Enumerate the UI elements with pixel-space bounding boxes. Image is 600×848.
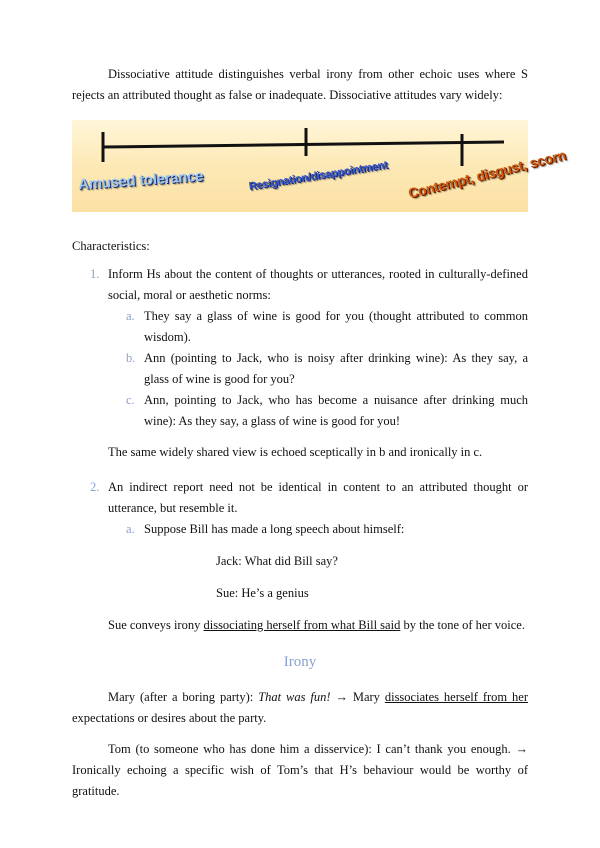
list-item: [72, 477, 528, 636]
list-number: 1.: [90, 267, 100, 281]
sub-list: [108, 306, 528, 432]
sub-item-text: Suppose Bill has made a long speech about himself:: [144, 522, 405, 536]
attitude-scale-figure: [72, 120, 568, 212]
mary-arrow: → Mary: [330, 690, 385, 704]
list-number: 2.: [90, 480, 100, 494]
list-item: [72, 264, 528, 473]
scale-label-contempt: Contempt, disgust, scorn: [406, 146, 568, 202]
section-heading-irony: Irony: [283, 654, 317, 670]
intro-paragraph: Dissociative attitude distinguishes verbal irony from other echoic uses where S rejects an attributed thought as false or inadequate. Dissociative attitudes vary widely:: [72, 67, 528, 102]
document-page: [72, 64, 568, 802]
mary-text: Mary (after a boring party):: [108, 690, 259, 704]
scale-label-resignation: Resignation/disappointment: [247, 159, 389, 193]
dialog-line-sue: Sue: He’s a genius: [216, 586, 309, 600]
sub-list-item: [108, 306, 528, 348]
sub-item-text: They say a glass of wine is good for you (thought attributed to common wisdom).: [144, 309, 528, 344]
sub-list-item: [108, 348, 528, 390]
note-text-end: by the tone of her voice.: [400, 618, 525, 632]
item-note: The same widely shared view is echoed sceptically in b and ironically in c.: [108, 445, 483, 459]
characteristics-list: [72, 264, 528, 636]
mary-text-end: expectations or desires about the party.: [72, 711, 267, 725]
sub-list-item: [108, 519, 528, 540]
scale-line: [72, 120, 528, 212]
note-underlined: dissociating herself from what Bill said: [203, 618, 401, 632]
sub-item-text: Ann, pointing to Jack, who has become a nuisance after drinking much wine): As they say, a glass of wine is good for you!: [144, 393, 528, 428]
list-item-text: Inform Hs about the content of thoughts or utterances, rooted in culturally-defined social, moral or aesthetic norms:: [108, 267, 528, 302]
sub-item-text: Ann (pointing to Jack, who is noisy after drinking wine): As they say, a glass of wine is good for you?: [144, 351, 528, 386]
sub-letter: a.: [126, 522, 135, 536]
note-text: Sue conveys irony: [108, 618, 204, 632]
item-note: [108, 615, 528, 636]
tom-paragraph: Tom (to someone who has done him a disservice): I can’t thank you enough. → Ironically echoing a specific wish of Tom’s that H’s behaviour would be worthy of gratitude.: [72, 742, 528, 798]
mary-quote: That was fun!: [258, 690, 331, 704]
sub-list: [108, 519, 528, 540]
sub-list-item: [108, 390, 528, 432]
sub-letter: c.: [126, 393, 135, 407]
mary-underlined: dissociates herself from her: [384, 690, 528, 704]
characteristics-label: Characteristics:: [72, 239, 150, 253]
sub-letter: b.: [126, 351, 136, 365]
list-item-text: An indirect report need not be identical in content to an attributed thought or utterance, but resemble it.: [108, 480, 528, 515]
mary-paragraph: [72, 687, 528, 729]
sub-letter: a.: [126, 309, 135, 323]
dialog-line-jack: Jack: What did Bill say?: [216, 554, 338, 568]
scale-label-amused: Amused tolerance: [77, 167, 204, 194]
